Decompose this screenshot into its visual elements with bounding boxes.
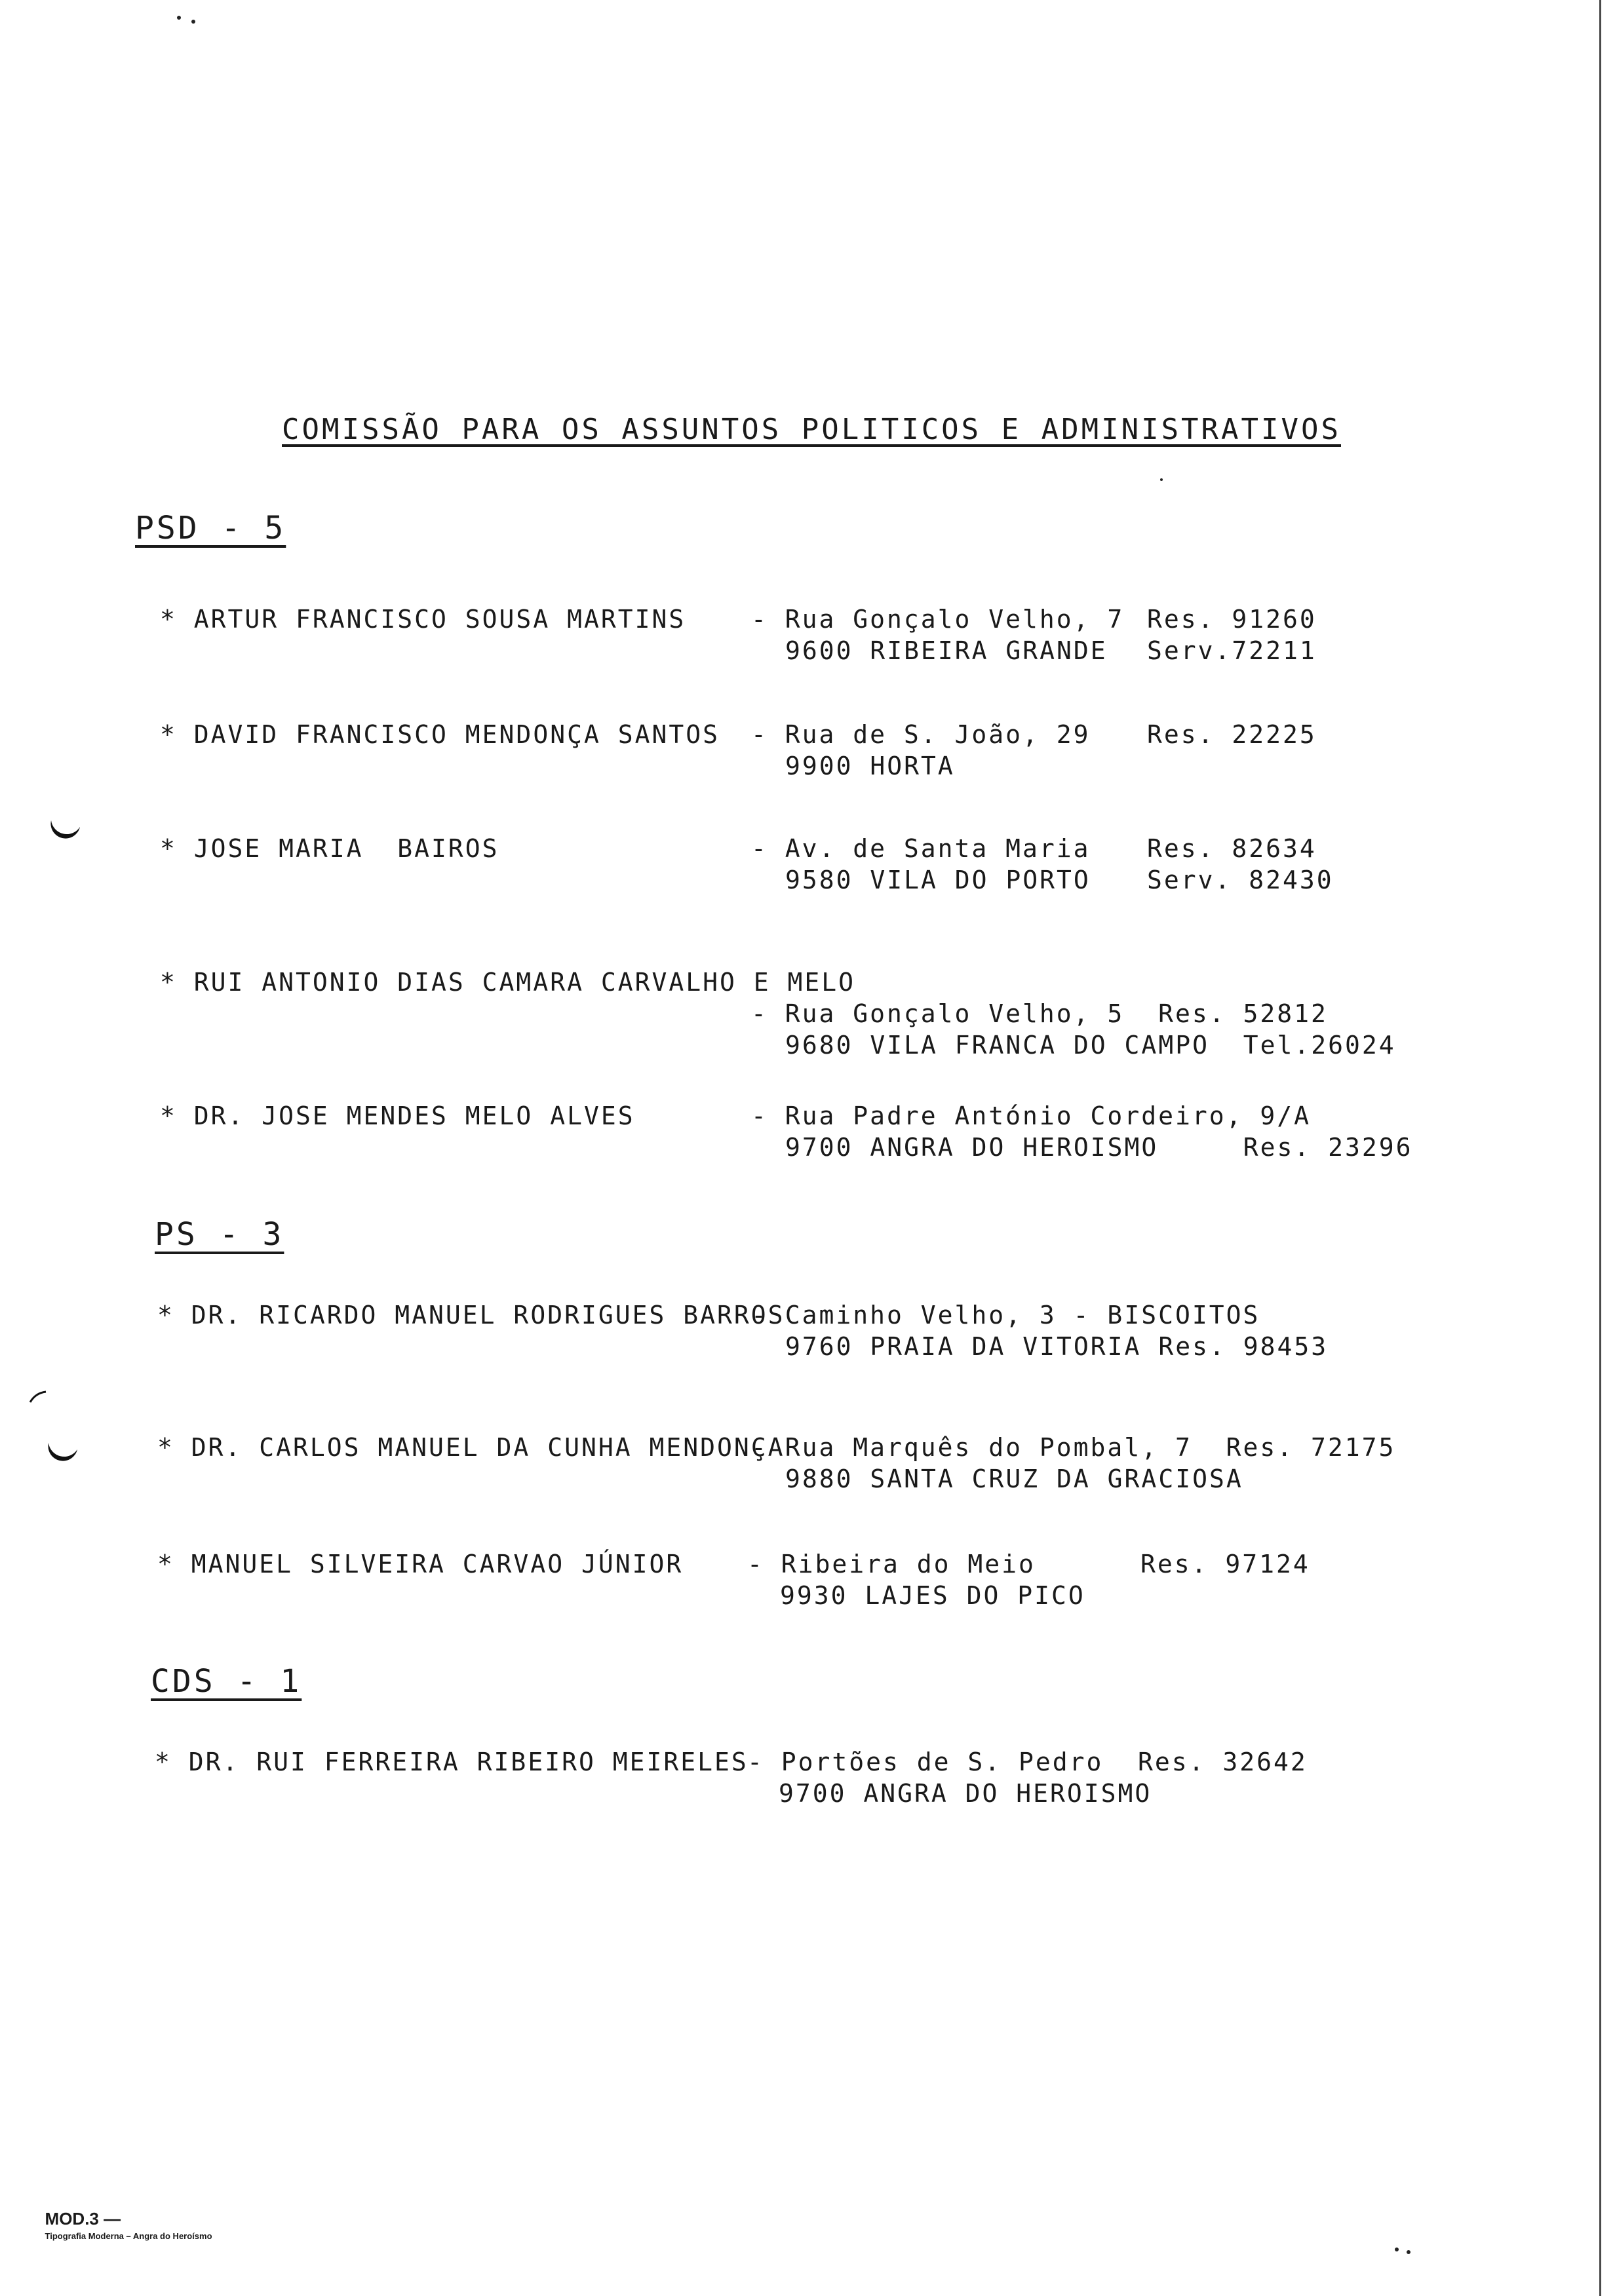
scan-speck (1395, 2248, 1399, 2251)
member-address-line2: 9600 RIBEIRA GRANDE (785, 636, 1108, 665)
scan-speck (1407, 2250, 1411, 2254)
punch-hole-icon (46, 813, 85, 852)
member-address-line1: - Av. de Santa Maria (751, 834, 1091, 863)
member-address-line2: 9900 HORTA (785, 752, 955, 780)
scan-speck (177, 16, 181, 20)
member-address-line1: - Rua Marquês do Pombal, 7 Res. 72175 (751, 1433, 1396, 1462)
member-address-line1: - Rua Padre António Cordeiro, 9/A (751, 1101, 1311, 1130)
form-code: MOD.3 — (45, 2209, 121, 2229)
punch-hole-icon (43, 1435, 83, 1474)
member-phone: Res. 22225 (1147, 720, 1317, 749)
document-title: COMISSÃO PARA OS ASSUNTOS POLITICOS E ADMINISTRATIVOS (282, 413, 1341, 446)
member-phone: Res. 91260 (1147, 605, 1317, 634)
party-heading-ps: PS - 3 (155, 1216, 284, 1253)
member-address-line2: 9700 ANGRA DO HEROISMO (779, 1779, 1152, 1808)
party-heading-cds: CDS - 1 (151, 1663, 302, 1700)
member-address-line1: - Ribeira do Meio (747, 1550, 1036, 1578)
member-address-line1: - Portões de S. Pedro (747, 1748, 1104, 1776)
member-name: * RUI ANTONIO DIAS CAMARA CARVALHO E MELO (160, 968, 855, 997)
punch-hole-fragment-icon (26, 1383, 66, 1422)
member-phone: Serv. 82430 (1147, 866, 1334, 894)
page-edge-line (1599, 0, 1601, 2296)
party-heading-psd: PSD - 5 (135, 510, 286, 546)
member-name: * DR. RICARDO MANUEL RODRIGUES BARROS (157, 1301, 785, 1330)
member-address-line1: - Rua Gonçalo Velho, 7 (751, 605, 1125, 634)
scan-speck (191, 20, 195, 24)
member-name: * DR. RUI FERREIRA RIBEIRO MEIRELES (155, 1748, 749, 1776)
member-address-line2: 9580 VILA DO PORTO (785, 866, 1091, 894)
member-address-line1: - Rua Gonçalo Velho, 5 Res. 52812 (751, 999, 1328, 1028)
member-phone: Res. 32642 (1138, 1748, 1308, 1776)
member-address-line2: 9700 ANGRA DO HEROISMO Res. 23296 (785, 1133, 1413, 1162)
member-address-line2: 9760 PRAIA DA VITORIA Res. 98453 (785, 1332, 1329, 1361)
member-address-line1: - Caminho Velho, 3 - BISCOITOS (751, 1301, 1260, 1330)
member-phone: Res. 97124 (1140, 1550, 1310, 1578)
member-name: * MANUEL SILVEIRA CARVAO JÚNIOR (157, 1550, 684, 1578)
printer-imprint: Tipografia Moderna – Angra do Heroísmo (45, 2231, 212, 2241)
member-name: * DAVID FRANCISCO MENDONÇA SANTOS (160, 720, 720, 749)
member-name: * DR. CARLOS MANUEL DA CUNHA MENDONÇA (157, 1433, 785, 1462)
member-address-line2: 9880 SANTA CRUZ DA GRACIOSA (785, 1464, 1243, 1493)
member-phone: Res. 82634 (1147, 834, 1317, 863)
member-address-line2: 9680 VILA FRANCA DO CAMPO Tel.26024 (785, 1031, 1396, 1060)
member-phone: Serv.72211 (1147, 636, 1317, 665)
member-address-line2: 9930 LAJES DO PICO (780, 1581, 1085, 1610)
member-name: * ARTUR FRANCISCO SOUSA MARTINS (160, 605, 686, 634)
member-address-line1: - Rua de S. João, 29 (751, 720, 1091, 749)
member-name: * DR. JOSE MENDES MELO ALVES (160, 1101, 635, 1130)
scan-speck (1160, 478, 1163, 481)
member-name: * JOSE MARIA BAIROS (160, 834, 499, 863)
form-footer (20, 2196, 212, 2254)
